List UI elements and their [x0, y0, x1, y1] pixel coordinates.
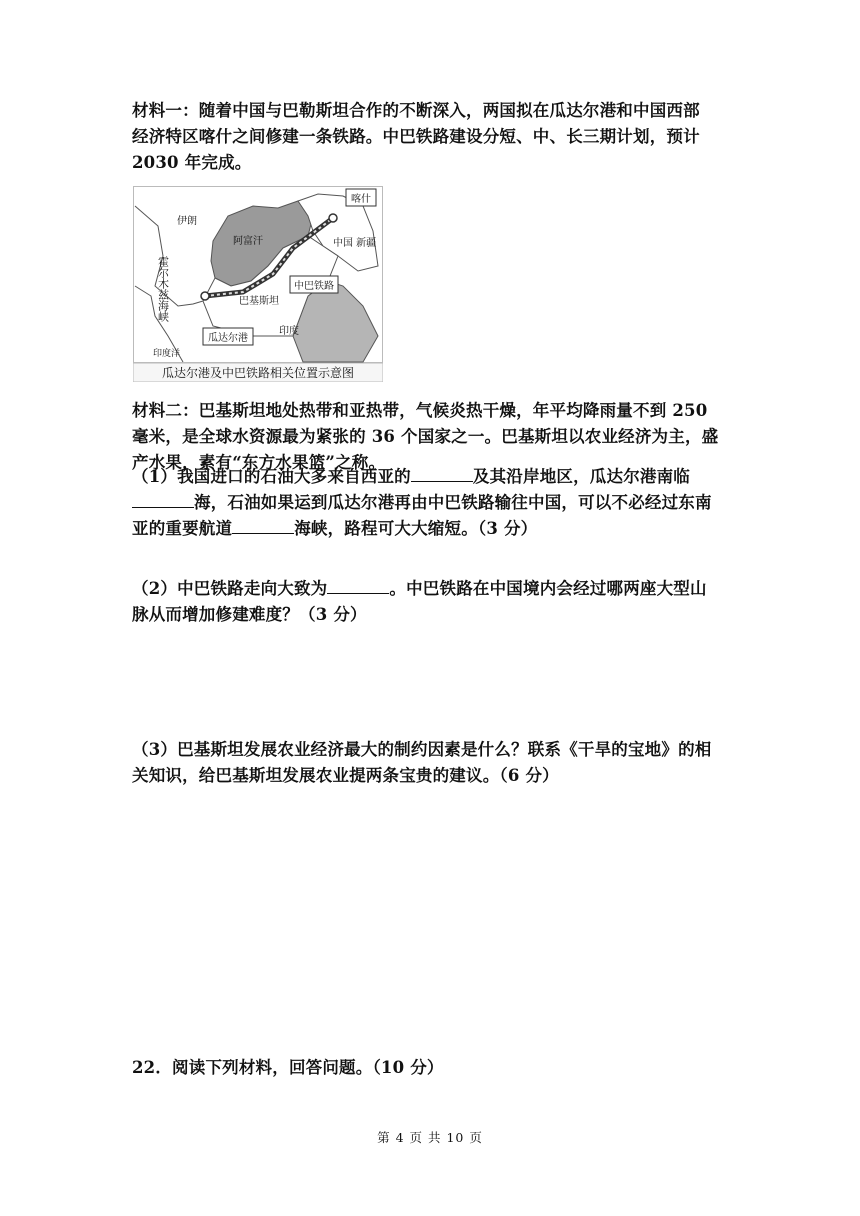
q1-text-b: 及其沿岸地区，瓜达尔港南临 [472, 467, 690, 486]
q3-line-2: 关知识，给巴基斯坦发展农业提两条宝贵的建议。（6 分） [132, 766, 559, 785]
railway-map-figure [133, 186, 383, 382]
question-2 [132, 576, 732, 628]
label-ocean: 印度洋 [153, 349, 181, 359]
railway-map [133, 186, 383, 382]
label-india: 印度 [279, 326, 299, 337]
q2-text-a: （2）中巴铁路走向大致为 [132, 579, 328, 598]
q1-text-e: 海峡，路程可大大缩短。（3 分） [294, 519, 538, 538]
material-one-line-3: 2030 年完成。 [132, 153, 252, 172]
q22-text: 22．阅读下列材料，回答问题。（10 分） [132, 1058, 444, 1077]
q2-blank-1 [327, 577, 389, 594]
q3-line-1: （3）巴基斯坦发展农业经济最大的制约因素是什么？联系《干旱的宝地》的相 [132, 740, 712, 759]
material-two-line-2: 毫米，是全球水资源最为紧张的 36 个国家之一。巴基斯坦以农业经济为主，盛 [132, 427, 719, 446]
label-gwadar: 瓜达尔港 [208, 333, 248, 344]
question-22 [132, 1055, 732, 1081]
label-iran: 伊朗 [177, 216, 197, 227]
q1-blank-2 [132, 491, 194, 508]
material-two-line-3: 产水果，素有“东方水果篮”之称。 [132, 453, 386, 472]
material-two-line-1: 材料二：巴基斯坦地处热带和亚热带，气候炎热干燥，年平均降雨量不到 250 [132, 401, 708, 420]
q1-text-c: 海，石油如果运到瓜达尔港再由中巴铁路输往中国，可以不必经过东南 [194, 493, 712, 512]
q1-blank-1 [411, 465, 473, 482]
q2-text-c: 脉从而增加修建难度？（3 分） [132, 605, 367, 624]
material-one [132, 98, 732, 176]
label-china-xinjiang: 中国 新疆 [333, 238, 377, 249]
label-afghanistan: 阿富汗 [233, 236, 263, 247]
page-footer: 第 4 页 共 10 页 [377, 1130, 483, 1145]
gwadar-point-icon [201, 292, 209, 300]
kashi-point-icon [329, 214, 337, 222]
material-one-line-1: 材料一：随着中国与巴勒斯坦合作的不断深入，两国拟在瓜达尔港和中国西部 [132, 101, 700, 120]
map-caption: 瓜达尔港及中巴铁路相关位置示意图 [161, 366, 355, 380]
q2-text-b: 。中巴铁路在中国境内会经过哪两座大型山 [389, 579, 707, 598]
question-1 [132, 464, 732, 542]
label-pakistan: 巴基斯坦 [239, 296, 279, 307]
label-hormuz: 霍尔木兹海峡 [156, 256, 170, 322]
label-kashi: 喀什 [351, 194, 371, 205]
q1-text-d: 亚的重要航道 [132, 519, 233, 538]
question-3 [132, 737, 732, 789]
q1-text-a: （1）我国进口的石油大多来自西亚的 [132, 467, 411, 486]
material-one-line-2: 经济特区喀什之间修建一条铁路。中巴铁路建设分短、中、长三期计划，预计 [132, 127, 700, 146]
label-railway: 中巴铁路 [294, 281, 334, 292]
q1-blank-3 [232, 517, 294, 534]
